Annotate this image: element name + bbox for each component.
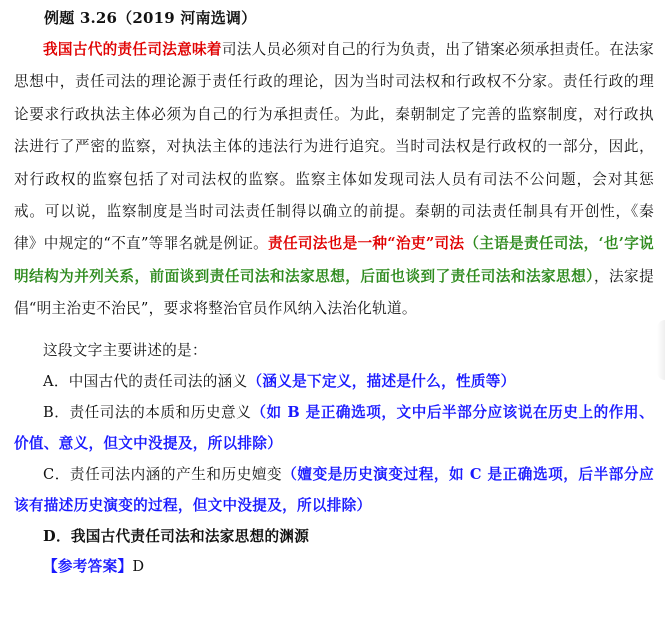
- option-a-note: （涵义是下定义，描述是什么，性质等）: [247, 372, 516, 390]
- passage-ending-text: ，法家提倡“明主治吏不治民”，要求将整治官员作风纳入法治化轨道。: [14, 267, 655, 318]
- option-d: [14, 521, 654, 552]
- option-a-text: A．中国古代的责任司法的涵义: [43, 372, 248, 390]
- answer-value: D: [132, 557, 145, 575]
- option-b-note: （如 B 是正确选项，文中后半部分应该说在历史上的作用、价值、意义，但文中没提及，所以排除）: [14, 403, 654, 452]
- option-b: [14, 397, 654, 459]
- option-d-text: D．我国古代责任司法和法家思想的渊源: [43, 527, 310, 545]
- document-page: [14, 4, 654, 582]
- option-c-note: （嬗变是历史演变过程，如 C 是正确选项，后半部分应该有描述历史演变的过程，但文中没提及，所以排除）: [14, 465, 654, 514]
- passage-analysis-note: （主语是责任司法，‘也’字说明结构为并列关系，前面谈到责任司法和法家思想，后面也谈到了责任司法和法家思想）: [14, 235, 654, 285]
- problem-title: 例题 3.26（2019 河南选调）: [44, 9, 257, 27]
- passage-key-phrase-2: 责任司法也是一种“治吏”司法: [268, 235, 465, 253]
- option-c: [14, 459, 654, 521]
- passage-key-phrase-1: 我国古代的责任司法意味着: [43, 41, 222, 58]
- passage-body-text: 司法人员必须对自己的行为负责，出了错案必须承担责任。在法家思想中，责任司法的理论源于责任行政的理论，因为当时司法权和行政权不分家。责任行政的理论要求行政执法主体必须为自己的行为承担责任。为此，秦朝制定了完善的监察制度，对行政执法进行了严密的监察，对执法主体的违法行为进行追究。当时司法权是行政权的一部分，因此，对行政权的监察包括了对司法权的监察。监察主体如发现司法人员有司法不公问题，会对其惩戒。可以说，监察制度是当时司法责任制得以确立的前提。秦朝的司法责任制具有开创性，《秦律》中规定的“不直”等罪名就是例证。: [14, 41, 655, 253]
- answer-line: [14, 552, 654, 582]
- option-a: [14, 366, 654, 397]
- answer-label: 【参考答案】: [43, 557, 133, 575]
- page-edge-shadow: [657, 320, 665, 380]
- option-b-text: B．责任司法的本质和历史意义: [43, 403, 252, 421]
- passage-paragraph: [14, 34, 654, 326]
- option-c-text: C．责任司法内涵的产生和历史嬗变: [43, 465, 283, 483]
- question-stem: 这段文字主要讲述的是：: [43, 341, 207, 359]
